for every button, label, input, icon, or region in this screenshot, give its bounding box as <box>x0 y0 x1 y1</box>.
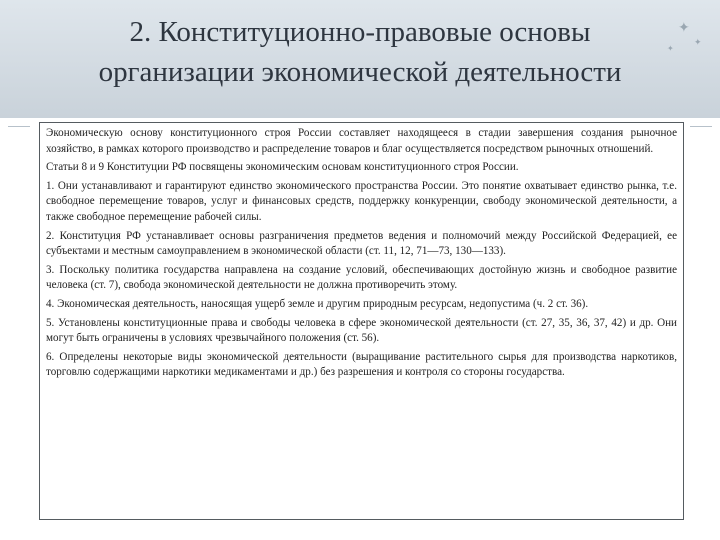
paragraph-point-5: 5. Установлены конституционные права и свободы человека в сфере экономической деятельности (ст. 27, 35, 36, 37, 42) и др. Они могут быть ограничены в условиях чрезвычайного положения (ст. 56). <box>46 316 677 345</box>
paragraph-intro: Экономическую основу конституционного строя России составляет находящееся в стадии завершения создания рыночное хозяйство, в рамках которого производство и распределение товаров и благ осуществляется посредством рыночных отношений. <box>46 127 677 155</box>
left-accent-line <box>8 126 30 127</box>
sparkle-decoration-icon: ✦ <box>667 44 674 53</box>
paragraph-point-4: 4. Экономическая деятельность, наносящая ущерб земле и другим природным ресурсам, недопустима (ч. 2 ст. 36). <box>46 297 589 310</box>
slide-title <box>20 12 700 92</box>
paragraph-point-1: 1. Они устанавливают и гарантируют единство экономического пространства России. Это понятие охватывает единство рынка, т.е. свободное перемещение товаров, услуг и финансовых средств, поддержку конкуренции, свободу экономической деятельности, а также свободное перемещение рабочей силы. <box>46 179 677 223</box>
sparkle-decoration-icon: ✦ <box>694 38 702 48</box>
content-text-box <box>39 122 684 520</box>
paragraph-point-3: 3. Поскольку политика государства направлена на создание условий, обеспечивающих достойную жизнь и свободное развитие человека (ст. 7), свобода экономической деятельности не должна противоречить этому. <box>46 263 677 292</box>
sparkle-decoration-icon: ✦ <box>678 20 690 36</box>
paragraph-point-2: 2. Конституция РФ устанавливает основы разграничения предметов ведения и полномочий между Российской Федерацией, ее субъектами и местным самоуправлением в экономической области (ст. 11, 12, 71—73, 130—133). <box>46 229 677 258</box>
title-band <box>0 0 720 118</box>
right-accent-line <box>690 126 712 127</box>
paragraph-point-6: 6. Определены некоторые виды экономической деятельности (выращивание растительного сырья для производства наркотиков, торговлю содержащими наркотики медикаментами и др.) без разрешения и контроля со стороны государства. <box>46 350 677 379</box>
slide-title-line-1: 2. Конституционно-правовые основы <box>129 16 591 48</box>
slide-title-line-2: организации экономической деятельности <box>98 56 622 88</box>
paragraph-articles: Статьи 8 и 9 Конституции РФ посвящены экономическим основам конституционного строя России. <box>46 161 519 174</box>
